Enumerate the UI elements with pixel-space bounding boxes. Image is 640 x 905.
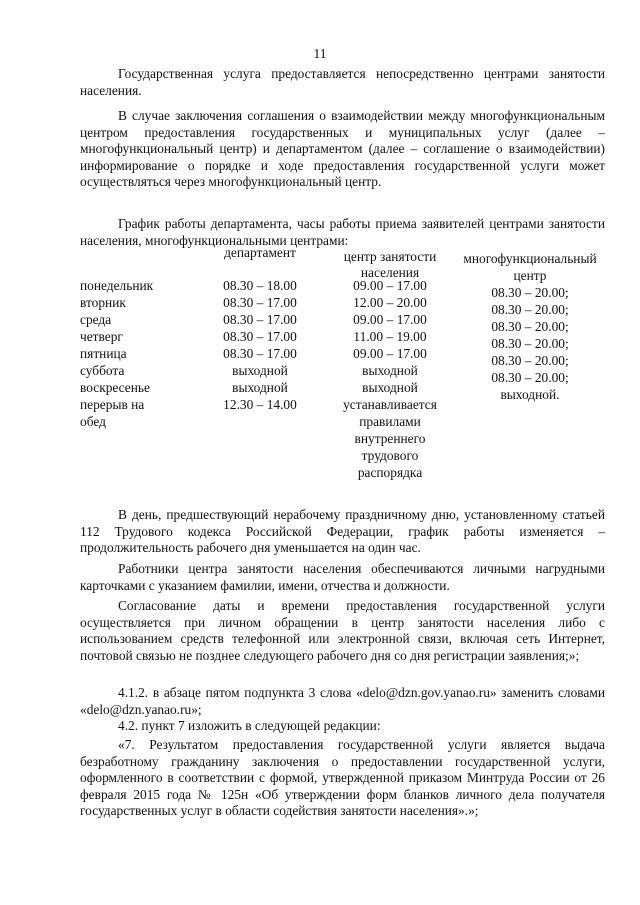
day-cell: суббота xyxy=(80,363,125,378)
day-cell: среда xyxy=(80,312,112,327)
paragraph-1 xyxy=(80,66,605,99)
header-mfc-line: центр xyxy=(513,268,547,283)
page-number: 11 xyxy=(313,46,327,61)
employment-center-hours: 09.00 – 17.00 xyxy=(353,346,427,361)
paragraph-8 xyxy=(80,718,605,735)
paragraph-text: В день, предшествующий нерабочему праздничному дню, установленному статьей 112 Трудового кодекса Российской Федерации, график работы изменяется – продолжительность рабочего дня уменьшается на один час. xyxy=(80,507,605,556)
header-employment-center-line: населения xyxy=(360,265,420,280)
paragraph-text: «7. Результатом предоставления государственной услуги является выдача безработному гражданину заключения о предоставлении государственной услуги, оформленного в соответствии с формой, утвержденной приказом Минтруда России от 26 февраля 2015 года № 125н «Об утверждении форм бланков личного дела получателя государственных услуг в области содействия занятости населения».»; xyxy=(80,737,605,819)
day-cell: четверг xyxy=(80,329,123,344)
department-hours: 08.30 – 17.00 xyxy=(223,346,297,361)
paragraph-text: График работы департамента, часы работы приема заявителей центрами занятости населения, многофункциональными центрами: xyxy=(80,216,605,248)
employment-center-break: трудового xyxy=(361,448,419,463)
paragraph-4 xyxy=(80,507,605,557)
day-cell: понедельник xyxy=(80,278,154,293)
day-cell: перерыв на xyxy=(80,397,145,412)
employment-center-hours: выходной xyxy=(362,363,418,378)
day-cell: обед xyxy=(80,414,106,429)
paragraph-9 xyxy=(80,737,605,820)
department-hours: 08.30 – 17.00 xyxy=(223,329,297,344)
header-mfc-line: многофункциональный xyxy=(463,251,597,266)
paragraph-6 xyxy=(80,598,605,664)
day-cell: пятница xyxy=(80,346,127,361)
department-hours: 12.30 – 14.00 xyxy=(223,397,297,412)
paragraph-text: Согласование даты и времени предоставления государственной услуги осуществляется при личном обращении в центр занятости населения либо с использованием средств телефонной или электронной связи, включая сеть Интернет, почтовой связью не позднее следующего рабочего дня со дня регистрации заявления;»; xyxy=(80,598,605,663)
mfc-hours: выходной. xyxy=(500,387,560,402)
employment-center-break: распорядка xyxy=(357,465,423,480)
employment-center-hours: 12.00 – 20.00 xyxy=(353,295,427,310)
employment-center-hours: 09.00 – 17.00 xyxy=(353,312,427,327)
paragraph-text: Государственная услуга предоставляется непосредственно центрами занятости населения. xyxy=(80,66,605,98)
employment-center-hours: 11.00 – 19.00 xyxy=(353,329,427,344)
employment-center-break: правилами xyxy=(359,414,421,429)
paragraph-text: 4.2. пункт 7 изложить в следующей редакции: xyxy=(118,718,381,733)
department-hours: выходной xyxy=(232,380,288,395)
department-hours: 08.30 – 17.00 xyxy=(223,295,297,310)
mfc-hours: 08.30 – 20.00; xyxy=(491,285,569,300)
paragraph-2 xyxy=(80,108,605,191)
mfc-hours: 08.30 – 20.00; xyxy=(491,302,569,317)
mfc-hours: 08.30 – 20.00; xyxy=(491,336,569,351)
mfc-hours: 08.30 – 20.00; xyxy=(491,353,569,368)
department-hours: выходной xyxy=(232,363,288,378)
header-employment-center-line: центр занятости xyxy=(343,249,437,264)
mfc-hours: 08.30 – 20.00; xyxy=(491,370,569,385)
day-cell: воскресенье xyxy=(80,380,150,395)
employment-center-hours: 09.00 – 17.00 xyxy=(353,278,427,293)
paragraph-text: Работники центра занятости населения обеспечиваются личными нагрудными карточками с указанием фамилии, имени, отчества и должности. xyxy=(80,561,605,593)
paragraph-text: 4.1.2. в абзаце пятом подпункта 3 слова «delo@dzn.gov.yanao.ru» заменить словами «delo@dzn.yanao.ru»; xyxy=(80,685,605,717)
department-hours: 08.30 – 18.00 xyxy=(223,278,297,293)
employment-center-break: внутреннего xyxy=(354,431,426,446)
day-cell: вторник xyxy=(80,295,126,310)
department-hours: 08.30 – 17.00 xyxy=(223,312,297,327)
paragraph-5 xyxy=(80,561,605,594)
header-department-label: департамент xyxy=(224,245,296,260)
schedule-table xyxy=(80,245,605,495)
mfc-hours: 08.30 – 20.00; xyxy=(491,319,569,334)
paragraph-7 xyxy=(80,685,605,718)
employment-center-hours: выходной xyxy=(362,380,418,395)
employment-center-break: устанавливается xyxy=(343,397,437,412)
paragraph-text: В случае заключения соглашения о взаимодействии между многофункциональным центром предоставления государственных и муниципальных услуг (далее – многофункциональный центр) и департаментом (далее – соглашение о взаимодействии) информирование о порядке и ходе предоставления государственной услуги может осуществляться через многофункциональный центр. xyxy=(80,108,605,190)
